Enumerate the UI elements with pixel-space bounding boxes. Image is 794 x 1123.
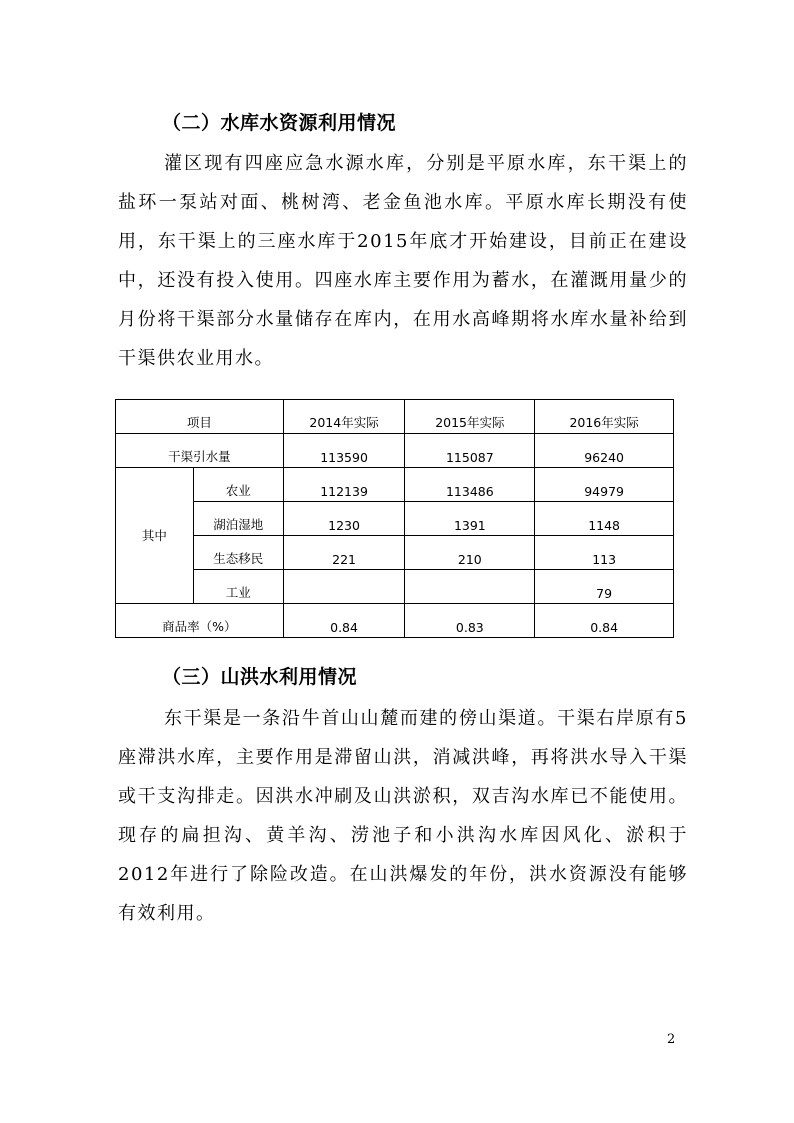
table-cell: 1230 xyxy=(283,502,405,536)
table-cell: 210 xyxy=(405,536,535,570)
table-row xyxy=(116,536,674,570)
table-cell: 79 xyxy=(535,570,674,604)
table-cell: 0.83 xyxy=(405,604,535,638)
table-cell: 113486 xyxy=(405,468,535,502)
header-item: 项目 xyxy=(116,400,284,434)
table-cell: 112139 xyxy=(283,468,405,502)
table-cell: 0.84 xyxy=(283,604,405,638)
table-row xyxy=(116,604,674,638)
row-label-total-intake: 干渠引水量 xyxy=(116,434,284,468)
section-heading-reservoir: （二）水库水资源利用情况 xyxy=(162,112,397,134)
row-label-commodity-rate: 商品率（%） xyxy=(116,604,284,638)
table-cell: 0.84 xyxy=(535,604,674,638)
row-label-industry: 工业 xyxy=(193,570,283,604)
table-cell: 1391 xyxy=(405,502,535,536)
header-2014: 2014年实际 xyxy=(283,400,405,434)
table-row xyxy=(116,434,674,468)
row-label-agriculture: 农业 xyxy=(193,468,283,502)
table-row xyxy=(116,468,674,502)
row-label-wetland: 湖泊湿地 xyxy=(193,502,283,536)
table-cell: 113 xyxy=(535,536,674,570)
table-cell: 115087 xyxy=(405,434,535,468)
table-row xyxy=(116,502,674,536)
row-label-eco-migration: 生态移民 xyxy=(193,536,283,570)
water-use-table xyxy=(115,399,674,638)
table-cell: 1148 xyxy=(535,502,674,536)
table-header-row xyxy=(116,400,674,434)
section-heading-flood: （三）山洪水利用情况 xyxy=(162,666,358,688)
table-cell xyxy=(283,570,405,604)
table-cell: 221 xyxy=(283,536,405,570)
group-label-of-which: 其中 xyxy=(116,468,194,604)
header-2016: 2016年实际 xyxy=(535,400,674,434)
table-cell xyxy=(405,570,535,604)
table-row xyxy=(116,570,674,604)
paragraph-reservoir: 灌区现有四座应急水源水库，分别是平原水库，东干渠上的盐环一泵站对面、桃树湾、老金鱼池水库。平原水库长期没有使用，东干渠上的三座水库于2015年底才开始建设，目前正在建设中，还没有投入使用。四座水库主要作用为蓄水，在灌溉用量少的月份将干渠部分水量储存在库内，在用水高峰期将水库水量补给到干渠供农业用水。 xyxy=(118,153,688,369)
page-number: 2 xyxy=(667,1032,676,1047)
table-cell: 96240 xyxy=(535,434,674,468)
header-2015: 2015年实际 xyxy=(405,400,535,434)
table-cell: 94979 xyxy=(535,468,674,502)
paragraph-flood: 东干渠是一条沿牛首山山麓而建的傍山渠道。干渠右岸原有5座滞洪水库，主要作用是滞留山洪，消减洪峰，再将洪水导入干渠或干支沟排走。因洪水冲刷及山洪淤积，双吉沟水库已不能使用。现存的扁担沟、黄羊沟、涝池子和小洪沟水库因风化、淤积于2012年进行了除险改造。在山洪爆发的年份，洪水资源没有能够有效利用。 xyxy=(118,708,688,924)
table-cell: 113590 xyxy=(283,434,405,468)
